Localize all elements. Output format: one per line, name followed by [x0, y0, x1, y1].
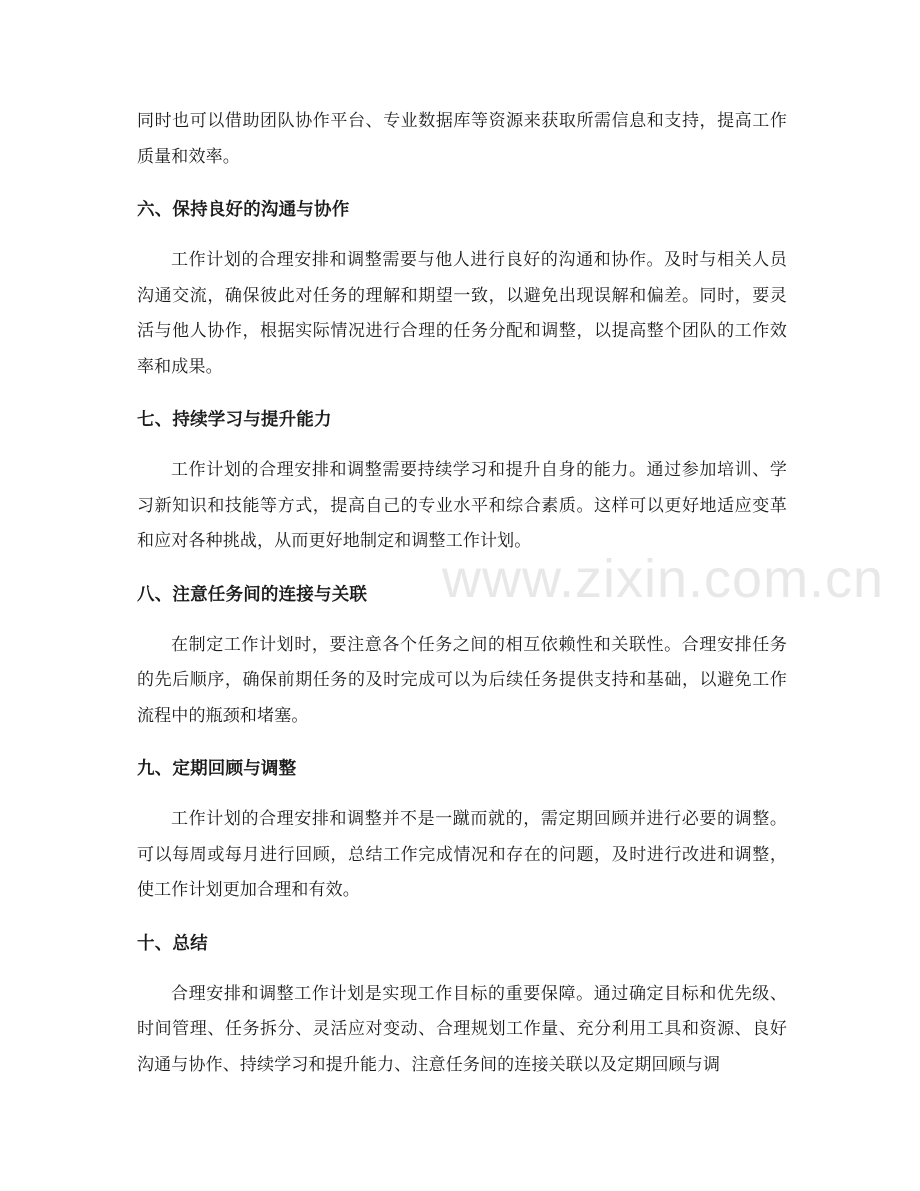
section-body-8: 在制定工作计划时，要注意各个任务之间的相互依赖性和关联性。合理安排任务的先后顺序，确保前期任务的及时完成可以为后续任务提供支持和基础，以避免工作流程中的瓶颈和堵塞。 [137, 634, 787, 726]
section-heading-8: 八、注意任务间的连接与关联 [137, 584, 368, 605]
section-body-9: 工作计划的合理安排和调整并不是一蹴而就的，需定期回顾并进行必要的调整。可以每周或每月进行回顾，总结工作完成情况和存在的问题，及时进行改进和调整，使工作计划更加合理和有效。 [137, 809, 787, 900]
document-body [137, 104, 787, 1083]
section-heading-7: 七、持续学习与提升能力 [137, 410, 332, 430]
section-body-6: 工作计划的合理安排和调整需要与他人进行良好的沟通和协作。及时与相关人员沟通交流，确保彼此对任务的理解和期望一致，以避免出现误解和偏差。同时，要灵活与他人协作，根据实际情况进行合理的任务分配和调整，以提高整个团队的工作效率和成果。 [137, 250, 787, 377]
intro-paragraph: 同时也可以借助团队协作平台、专业数据库等资源来获取所需信息和支持，提高工作质量和效率。 [137, 111, 787, 167]
section-heading-9: 九、定期回顾与调整 [137, 759, 297, 779]
section-body-7: 工作计划的合理安排和调整需要持续学习和提升自身的能力。通过参加培训、学习新知识和技能等方式，提高自己的专业水平和综合素质。这样可以更好地适应变革和应对各种挑战，从而更好地制定和调整工作计划。 [137, 460, 787, 551]
section-heading-6: 六、保持良好的沟通与协作 [137, 200, 350, 220]
section-body-10: 合理安排和调整工作计划是实现工作目标的重要保障。通过确定目标和优先级、时间管理、任务拆分、灵活应对变动、合理规划工作量、充分利用工具和资源、良好沟通与协作、持续学习和提升能力、注意任务间的连接关联以及定期回顾与调 [137, 983, 787, 1075]
section-heading-10: 十、总结 [137, 933, 208, 954]
watermark: www.zixin.com.cn [442, 549, 885, 609]
